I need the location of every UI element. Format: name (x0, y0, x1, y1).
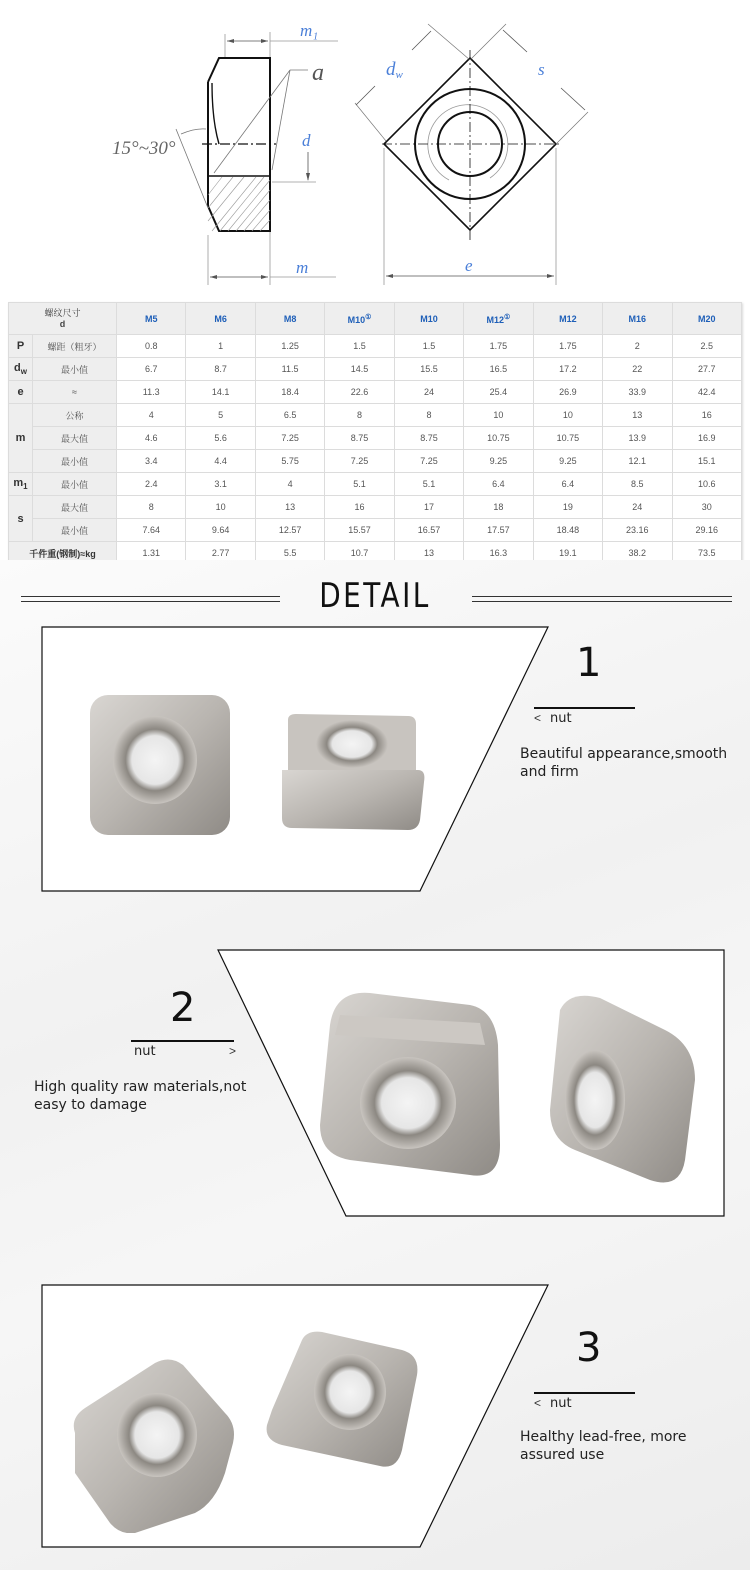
value-cell: 16.57 (394, 519, 463, 542)
value-cell: 10.75 (533, 427, 602, 450)
value-cell: 15.5 (394, 358, 463, 381)
weight-value-cell: 73.5 (672, 542, 741, 565)
value-cell: 6.4 (464, 473, 533, 496)
detail-title: DETAIL (319, 576, 431, 616)
value-cell: 23.16 (603, 519, 672, 542)
value-cell: 19 (533, 496, 602, 519)
value-cell: 18.48 (533, 519, 602, 542)
dimension-spec-table (8, 302, 742, 565)
symbol-cell: $m_1$ (9, 473, 33, 496)
value-cell: 42.4 (672, 381, 741, 404)
feature-panel-2 (0, 940, 750, 1230)
feature-description: High quality raw materials,not easy to damage (34, 1079, 247, 1113)
value-cell: 1 (186, 335, 255, 358)
column-header: M16 (603, 303, 672, 335)
value-cell: 11.5 (255, 358, 324, 381)
value-cell: 17 (394, 496, 463, 519)
value-cell: 7.25 (255, 427, 324, 450)
value-cell: 4.6 (117, 427, 186, 450)
value-cell: 4.4 (186, 450, 255, 473)
table-row (9, 381, 742, 404)
value-cell: 17.57 (464, 519, 533, 542)
weight-value-cell: 13 (394, 542, 463, 565)
value-cell: 14.5 (325, 358, 394, 381)
feature-rule (534, 1392, 635, 1394)
square-nut-photo-1 (80, 655, 280, 855)
value-cell: 5.6 (186, 427, 255, 450)
value-cell: 4 (117, 404, 186, 427)
value-cell: 14.1 (186, 381, 255, 404)
value-cell: 17.2 (533, 358, 602, 381)
square-nut-photo-2b (545, 990, 705, 1190)
feature-tag: nut (134, 1044, 156, 1059)
value-cell: 8.75 (394, 427, 463, 450)
table-row (9, 450, 742, 473)
value-cell: 15.1 (672, 450, 741, 473)
value-cell: 10 (464, 404, 533, 427)
weight-value-cell: 1.31 (117, 542, 186, 565)
table-row (9, 473, 742, 496)
value-cell: 6.7 (117, 358, 186, 381)
feature-panel-1 (0, 560, 750, 900)
label-dw: dw (386, 59, 403, 81)
column-header: M6 (186, 303, 255, 335)
value-cell: 1.75 (533, 335, 602, 358)
weight-value-cell: 16.3 (464, 542, 533, 565)
feature-rule (534, 707, 635, 709)
value-cell: 8.75 (325, 427, 394, 450)
value-cell: 22.6 (325, 381, 394, 404)
weight-value-cell: 38.2 (603, 542, 672, 565)
row-label: ≈ (33, 381, 117, 404)
value-cell: 13 (255, 496, 324, 519)
value-cell: 2.4 (117, 473, 186, 496)
weight-value-cell: 10.7 (325, 542, 394, 565)
value-cell: 9.25 (464, 450, 533, 473)
value-cell: 5.75 (255, 450, 324, 473)
column-header: M10① (325, 303, 394, 335)
row-label: 最大值 (33, 496, 117, 519)
table-header-row (9, 303, 742, 335)
value-cell: 10 (533, 404, 602, 427)
value-cell: 5.1 (325, 473, 394, 496)
value-cell: 5.1 (394, 473, 463, 496)
value-cell: 8.7 (186, 358, 255, 381)
value-cell: 16.9 (672, 427, 741, 450)
value-cell: 1.5 (394, 335, 463, 358)
label-m: m (296, 258, 309, 277)
value-cell: 2.5 (672, 335, 741, 358)
label-e: e (465, 256, 473, 275)
table-row (9, 358, 742, 381)
value-cell: 8.5 (603, 473, 672, 496)
value-cell: 10 (186, 496, 255, 519)
symbol-cell: $d_w$ (9, 358, 33, 381)
value-cell: 13.9 (603, 427, 672, 450)
value-cell: 22 (603, 358, 672, 381)
value-cell: 6.4 (533, 473, 602, 496)
value-cell: 12.1 (603, 450, 672, 473)
value-cell: 10.6 (672, 473, 741, 496)
value-cell: 18 (464, 496, 533, 519)
row-label: 最小值 (33, 450, 117, 473)
value-cell: 1.5 (325, 335, 394, 358)
value-cell: 24 (394, 381, 463, 404)
value-cell: 16 (672, 404, 741, 427)
row-label: 螺距（粗牙） (33, 335, 117, 358)
label-a: a (312, 60, 324, 86)
value-cell: 29.16 (672, 519, 741, 542)
weight-value-cell: 19.1 (533, 542, 602, 565)
value-cell: 16 (325, 496, 394, 519)
feature-number: 3 (576, 1325, 602, 1371)
value-cell: 4 (255, 473, 324, 496)
value-cell: 1.75 (464, 335, 533, 358)
feature-description: Healthy lead-free, more assured use (520, 1429, 687, 1463)
column-header: M5 (117, 303, 186, 335)
value-cell: 3.4 (117, 450, 186, 473)
symbol-cell: e (9, 381, 33, 404)
value-cell: 3.1 (186, 473, 255, 496)
square-nut-dimension-drawing (0, 0, 750, 295)
feature-number: 1 (576, 640, 602, 686)
square-nut-photo-3 (65, 1353, 255, 1533)
feature-number: 2 (170, 985, 196, 1031)
weight-value-cell: 2.77 (186, 542, 255, 565)
value-cell: 13 (603, 404, 672, 427)
value-cell: 9.64 (186, 519, 255, 542)
value-cell: 6.5 (255, 404, 324, 427)
chevron-right-icon: > (229, 1044, 237, 1058)
value-cell: 15.57 (325, 519, 394, 542)
chevron-left-icon: < (534, 711, 542, 725)
weight-label: 千件重(钢制)≈kg (9, 542, 117, 565)
value-cell: 25.4 (464, 381, 533, 404)
table-row (9, 404, 742, 427)
value-cell: 5 (186, 404, 255, 427)
value-cell: 8 (325, 404, 394, 427)
symbol-cell: s (9, 496, 33, 542)
square-nut-photo-2 (310, 985, 510, 1185)
value-cell: 10.75 (464, 427, 533, 450)
column-header: M10 (394, 303, 463, 335)
value-cell: 18.4 (255, 381, 324, 404)
row-label: 最小值 (33, 473, 117, 496)
feature-panel-3 (0, 1275, 750, 1570)
table-row (9, 427, 742, 450)
symbol-cell: P (9, 335, 33, 358)
value-cell: 7.64 (117, 519, 186, 542)
row-label: 最小值 (33, 358, 117, 381)
row-label: 最大值 (33, 427, 117, 450)
thread-size-header: 螺纹尺寸 d (9, 303, 117, 335)
value-cell: 12.57 (255, 519, 324, 542)
feature-tag: nut (550, 711, 572, 726)
feature-rule (131, 1040, 234, 1042)
value-cell: 8 (394, 404, 463, 427)
value-cell: 1.25 (255, 335, 324, 358)
row-label: 最小值 (33, 519, 117, 542)
chevron-left-icon: < (534, 1396, 542, 1410)
value-cell: 2 (603, 335, 672, 358)
label-s: s (538, 60, 545, 79)
value-cell: 33.9 (603, 381, 672, 404)
value-cell: 30 (672, 496, 741, 519)
value-cell: 0.8 (117, 335, 186, 358)
column-header: M8 (255, 303, 324, 335)
value-cell: 26.9 (533, 381, 602, 404)
feature-description: Beautiful appearance,smooth and firm (520, 746, 728, 780)
technical-drawing (0, 0, 750, 295)
column-header: M20 (672, 303, 741, 335)
square-nut-photo-1b (278, 710, 438, 840)
detail-section (0, 560, 750, 1570)
label-angle: 15°~30° (112, 138, 176, 159)
column-header: M12 (533, 303, 602, 335)
label-d: d (302, 131, 311, 150)
value-cell: 9.25 (533, 450, 602, 473)
value-cell: 24 (603, 496, 672, 519)
row-label: 公称 (33, 404, 117, 427)
weight-value-cell: 5.5 (255, 542, 324, 565)
symbol-cell: m (9, 404, 33, 473)
label-m1: m₁ (300, 21, 319, 40)
column-header: M12① (464, 303, 533, 335)
value-cell: 27.7 (672, 358, 741, 381)
value-cell: 8 (117, 496, 186, 519)
table-row (9, 496, 742, 519)
square-nut-photo-3b (262, 1330, 432, 1490)
value-cell: 16.5 (464, 358, 533, 381)
table-row (9, 519, 742, 542)
value-cell: 7.25 (394, 450, 463, 473)
feature-tag: nut (550, 1396, 572, 1411)
value-cell: 7.25 (325, 450, 394, 473)
table-row (9, 335, 742, 358)
value-cell: 11.3 (117, 381, 186, 404)
